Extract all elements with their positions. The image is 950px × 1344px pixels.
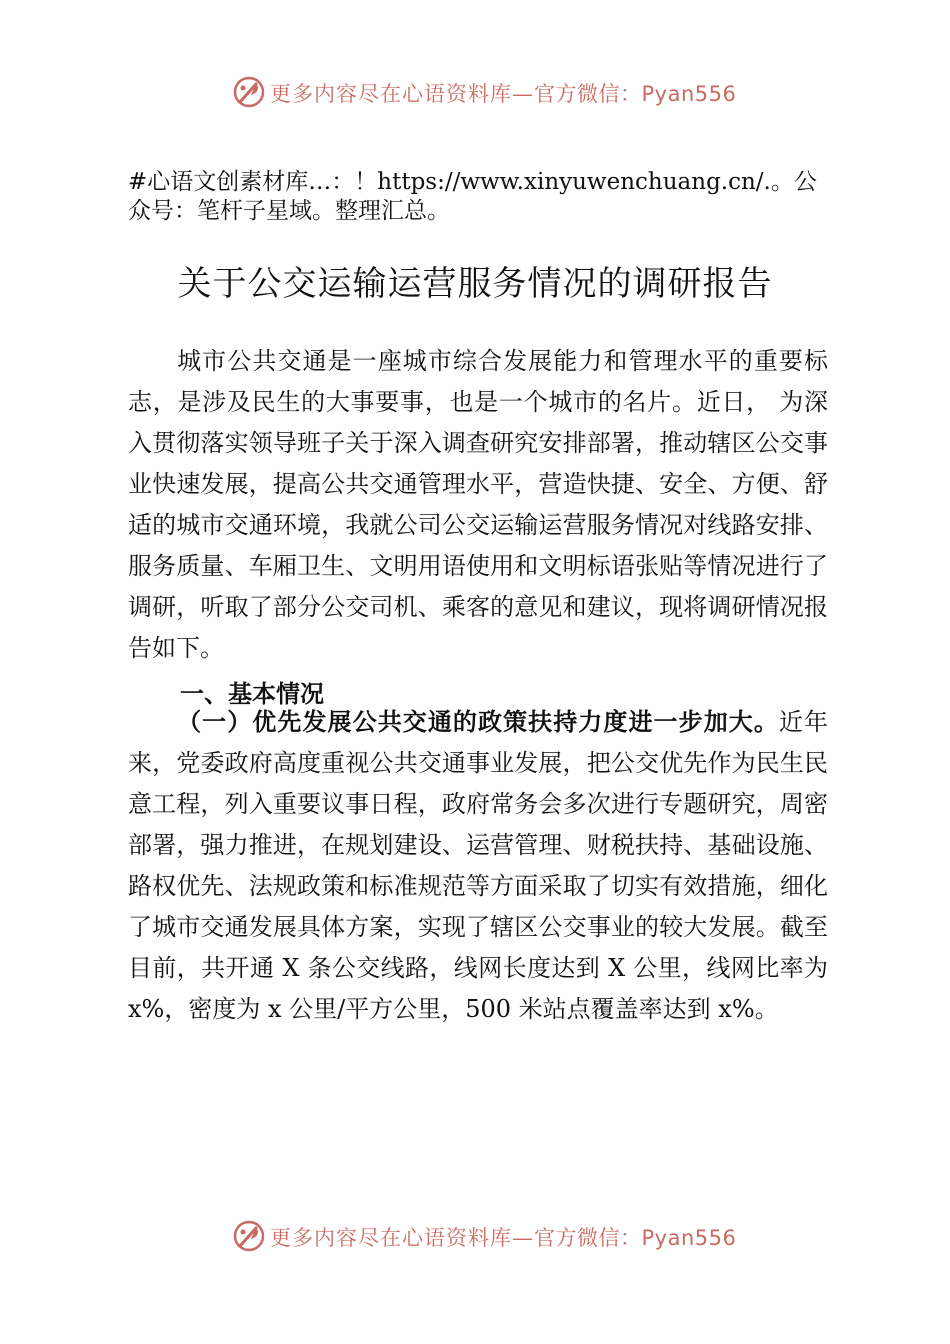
paragraph-intro: 城市公共交通是一座城市综合发展能力和管理水平的重要标志，是涉及民生的大事要事，也是一个城市的名片。近日， 为深入贯彻落实领导班子关于深入调查研究安排部署，推动辖区公交事业快速发展，提高公共交通管理水平，营造快捷、安全、方便、舒适的城市交通环境，我就公司公交运输运营服务情况对线路安排、服务质量、车厢卫生、文明用语使用和文明标语张贴等情况进行了调研，听取了部分公交司机、乘客的意见和建议，现将调研情况报告如下。: [128, 347, 828, 662]
document-title: 关于公交运输运营服务情况的调研报告: [177, 264, 773, 304]
paragraph-subsection-1: （一）优先发展公共交通的政策扶持力度进一步加大。近年来，党委政府高度重视公共交通事业发展，把公交优先作为民生民意工程，列入重要议事日程，政府常务会多次进行专题研究，周密部署，强力推进，在规划建设、运营管理、财税扶持、基础设施、路权优先、法规政策和标准规范等方面采取了切实有效措施，细化了城市交通发展具体方案，实现了辖区公交事业的较大发展。截至目前，共开通 X 条公交线路，线网长度达到 X 公里，线网比率为 x%，密度为 x 公里/平方公里，500 米站点覆盖率达到 x%。: [128, 708, 828, 1023]
watermark-header: [0, 72, 950, 112]
source-line: #心语文创素材库…：！https://www.xinyuwenchuang.cn/.。公众号：笔杆子星域。整理汇总。: [128, 169, 817, 224]
watermark-footer: [0, 1216, 950, 1256]
section-heading: 一、基本情况: [180, 679, 324, 708]
watermark-text: 更多内容尽在心语资料库—官方微信：Pyan556: [270, 82, 737, 106]
watermark-text: 更多内容尽在心语资料库—官方微信：Pyan556: [270, 1226, 737, 1250]
subsection-lead: （一）优先发展公共交通的政策扶持力度进一步加大。: [176, 708, 779, 736]
quill-logo-icon: [232, 75, 266, 109]
quill-logo-icon: [232, 1219, 266, 1253]
